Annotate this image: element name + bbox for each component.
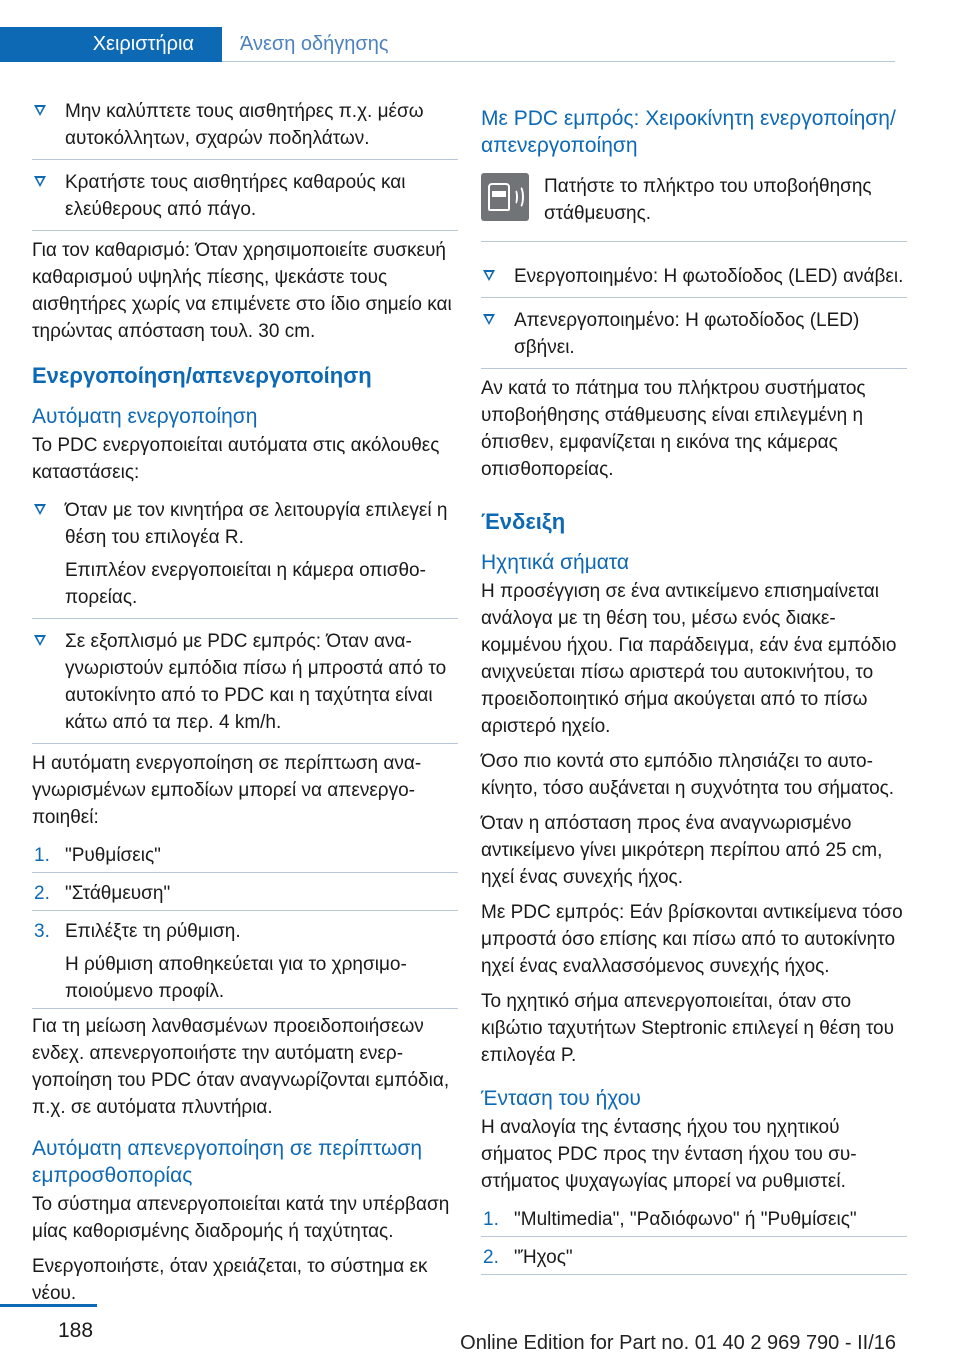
volume-paragraph: Η αναλογία της έντασης ήχου του ηχητικού σήματος PDC προς την ένταση ήχου του συστήματος ψυχαγωγίας μπορεί να ρυθμιστεί. xyxy=(481,1117,857,1192)
sensor-wave-large xyxy=(514,185,524,209)
auto-activation-paragraph: Το PDC ενεργοποιείται αυτόματα στις ακόλουθες καταστάσεις: xyxy=(32,435,440,483)
section-heading-display: Ένδειξη xyxy=(481,509,566,534)
bullet-triangle-icon xyxy=(34,504,46,515)
deactivation-paragraph: Η αυτόματη ενεργοποίηση σε περίπτωση αναγνωρισμένων εμποδίων μπορεί να απενεργοποιηθεί: xyxy=(32,753,422,828)
bullet-triangle-icon xyxy=(34,105,46,116)
bullet-text: Μην καλύπτετε τους αισθητήρες π.χ. μέσω αυτοκόλλητων, σχαρών ποδηλάτων. xyxy=(65,101,424,149)
tab-driving-comfort-label: Άνεση οδήγησης xyxy=(240,33,389,55)
page-number-rule xyxy=(0,1304,97,1307)
list-item xyxy=(32,95,458,160)
bullet-triangle-icon xyxy=(34,635,46,646)
tab-controls[interactable] xyxy=(0,27,222,62)
subheading-front-pdc-manual: Με PDC εμπρός: Χειροκίνητη ενεργοποίηση/απενεργοποίηση xyxy=(481,107,896,157)
step-number: 1. xyxy=(483,1209,499,1230)
list-item xyxy=(32,494,458,619)
list-item xyxy=(32,625,458,744)
section-heading-activation: Ενεργοποίηση/απενεργοποίηση xyxy=(32,363,372,388)
auto-deactivation-paragraph: Το σύστημα απενεργοποιείται κατά την υπέρβαση μίας καθορισμένης διαδρομής ή ταχύτητας. xyxy=(32,1194,450,1242)
edition-footer: Online Edition for Part no. 01 40 2 969 790 - II/16 xyxy=(460,1332,896,1354)
step-number: 3. xyxy=(34,921,50,942)
right-column xyxy=(481,95,907,1279)
left-column xyxy=(32,95,458,1315)
bullet-triangle-icon xyxy=(483,314,495,325)
bullet-triangle-icon xyxy=(483,270,495,281)
signals-paragraph-2: Όσο πιο κοντά στο εμπόδιο πλησιάζει το αυτοκίνητο, τόσο αυξάνεται η συχνότητα του σήματος. xyxy=(481,751,895,799)
step-subtext: Η ρύθμιση αποθηκεύεται για το χρησιμοποιούμενο προφίλ. xyxy=(65,954,407,1002)
page-number: 188 xyxy=(58,1319,94,1342)
list-item xyxy=(481,260,907,298)
bullet-text: Σε εξοπλισμό με PDC εμπρός: Όταν αναγνωριστούν εμπόδια πίσω ή μπροστά από το αυτοκίνητο από το PDC και η ταχύτητα είναι κάτω από τα περ. 4 km/h. xyxy=(65,631,447,733)
reverse-camera-paragraph: Αν κατά το πάτημα του πλήκτρου συστήματος υποβοήθησης στάθμευσης είναι επιλεγμένη η όπισθεν, εμφανίζεται η εικόνα της κάμερας οπισθοπορείας. xyxy=(481,378,866,480)
tab-controls-label: Χειριστήρια xyxy=(92,33,194,55)
step-number: 1. xyxy=(34,845,50,866)
list-item xyxy=(32,166,458,231)
signals-paragraph-5: Το ηχητικό σήμα απενεργοποιείται, όταν στο κιβώτιο ταχυτήτων Steptronic επιλεγεί η θέση του επιλογέα P. xyxy=(481,991,895,1066)
bullet-text: Όταν με τον κινητήρα σε λειτουργία επιλεγεί η θέση του επιλογέα R. xyxy=(65,500,448,548)
numbered-step xyxy=(32,839,458,873)
subheading-volume: Ένταση του ήχου xyxy=(481,1087,641,1110)
car-glyph xyxy=(488,183,510,211)
list-item xyxy=(481,304,907,369)
numbered-step xyxy=(481,1241,907,1275)
step-number: 2. xyxy=(34,883,50,904)
header-tabbar xyxy=(0,27,895,62)
step-text: "Στάθμευση" xyxy=(65,883,171,904)
pdc-button-icon xyxy=(481,173,529,221)
step-text: "Ήχος" xyxy=(514,1247,573,1268)
numbered-step xyxy=(32,915,458,1009)
pdc-button-instruction: Πατήστε το πλήκτρο του υποβοήθησης στάθμευσης. xyxy=(544,176,872,224)
step-number: 2. xyxy=(483,1247,499,1268)
numbered-step xyxy=(481,1203,907,1237)
bullet-triangle-icon xyxy=(34,176,46,187)
pdc-button-row xyxy=(481,173,907,242)
bullet-text: Απενεργοποιημένο: Η φωτοδίοδος (LED) σβήνει. xyxy=(514,310,860,358)
signals-paragraph-1: Η προσέγγιση σε ένα αντικείμενο επισημαίνεται ανάλογα με τη θέση του, μέσω ενός διακεκομμένου ήχου. Για παράδειγμα, εάν ένα εμπόδιο ανιχνεύεται πίσω αριστερά του αυτοκινήτου, το προειδοποιητικό σήμα ακούγεται από το πίσω αριστερό ηχείο. xyxy=(481,581,897,737)
bullet-text: Ενεργοποιημένο: Η φωτοδίοδος (LED) ανάβει. xyxy=(514,266,904,287)
bullet-text: Κρατήστε τους αισθητήρες καθαρούς και ελεύθερους από πάγο. xyxy=(65,172,406,220)
car-wash-paragraph: Για τη μείωση λανθασμένων προειδοποιήσεων ενδεχ. απενεργοποιήστε την αυτόματη ενεργοποίηση του PDC όταν αναγνωρίζονται εμπόδια, π.χ. σε αυτόματα πλυντήρια. xyxy=(32,1016,450,1118)
reactivate-paragraph: Ενεργοποιήστε, όταν χρειάζεται, το σύστημα εκ νέου. xyxy=(32,1256,428,1304)
step-text: "Multimedia", "Ραδιόφωνο" ή "Ρυθμίσεις" xyxy=(514,1209,857,1230)
numbered-step xyxy=(32,877,458,911)
subheading-auto-activation: Αυτόματη ενεργοποίηση xyxy=(32,405,258,428)
cleaning-paragraph: Για τον καθαρισμό: Όταν χρησιμοποιείτε συσκευή καθαρισμού υψηλής πίεσης, ψεκάστε τους αισθητήρες χωρίς να επιμένετε στο ίδιο σημείο και τηρώντας απόσταση τουλ. 30 cm. xyxy=(32,240,452,342)
step-text: "Ρυθμίσεις" xyxy=(65,845,161,866)
step-text: Επιλέξτε τη ρύθμιση. xyxy=(65,921,241,942)
signals-paragraph-4: Με PDC εμπρός: Εάν βρίσκονται αντικείμενα τόσο μπροστά όσο επίσης και πίσω από το αυτοκίνητο ηχεί ένας εναλλασσόμενος συνεχής ήχος. xyxy=(481,902,903,977)
subheading-auto-deactivation: Αυτόματη απενεργοποίηση σε περίπτωση εμπροσθοπορίας xyxy=(32,1137,423,1187)
signals-paragraph-3: Όταν η απόσταση προς ένα αναγνωρισμένο αντικείμενο γίνει μικρότερη περίπου από 25 cm, ηχεί ένας συνεχής ήχος. xyxy=(481,813,883,888)
subheading-audio-signals: Ηχητικά σήματα xyxy=(481,551,630,574)
tab-driving-comfort[interactable] xyxy=(240,27,389,62)
bullet-subtext: Επιπλέον ενεργοποιείται η κάμερα οπισθοπορείας. xyxy=(65,560,426,608)
